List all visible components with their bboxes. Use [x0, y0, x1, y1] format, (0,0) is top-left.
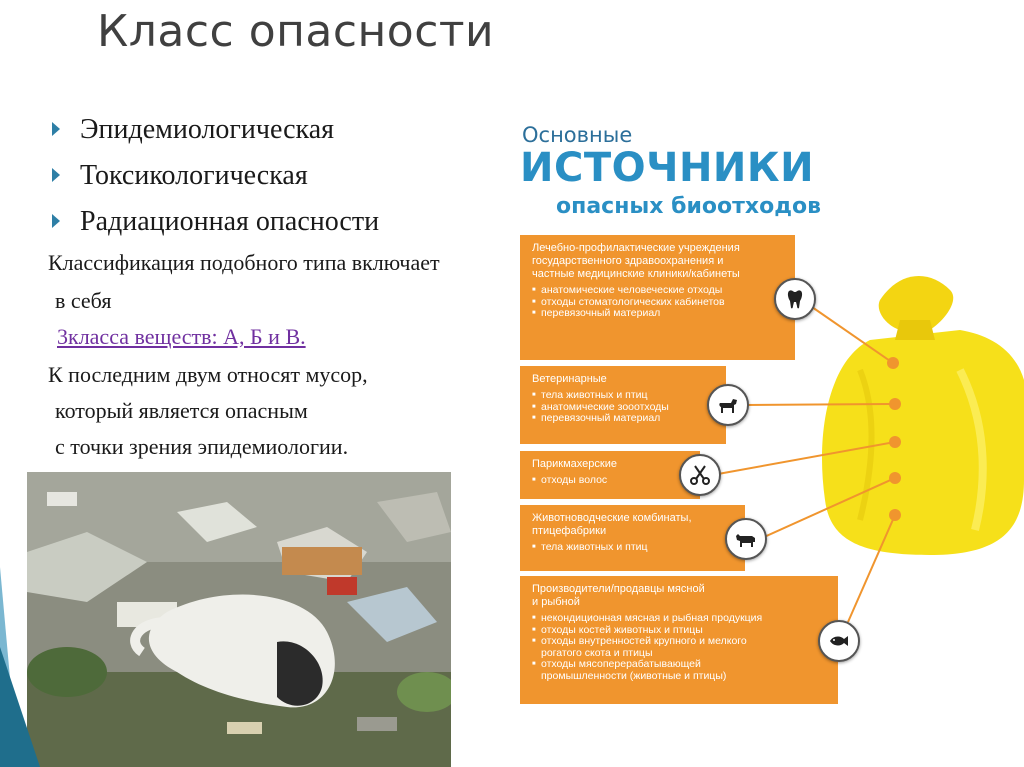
tooth-icon [774, 278, 816, 320]
scissors-icon [679, 454, 721, 496]
source-box-items [520, 475, 700, 487]
infographic-heading-sub: опасных биоотходов [556, 194, 822, 219]
source-box [520, 451, 700, 499]
bullet-item: Токсикологическая [48, 156, 379, 202]
paragraph-line: который является опасным [55, 398, 308, 423]
paragraph-line: К последним двум относят мусор, [48, 362, 368, 387]
list-item: ■ некондиционная мясная и рыбная продукция [532, 613, 782, 625]
list-item: ■ отходы волос [532, 475, 700, 487]
list-item: ■ перевязочный материал [532, 413, 726, 425]
list-item: ■ перевязочный материал [532, 308, 795, 320]
list-item: ■ отходы стоматологических кабинетов [532, 297, 795, 309]
source-box [520, 576, 838, 704]
bullet-item: Радиационная опасности [48, 202, 379, 248]
list-item: ■ тела животных и птиц [532, 390, 726, 402]
source-box-title: Лечебно-профилактические учреждения государственного здравоохранения и частные медицинские клиники/кабинеты [532, 242, 740, 280]
paragraph-line: Классификация подобного типа включает [48, 250, 440, 275]
slide-title: Класс опасности [97, 6, 495, 57]
fish-icon [818, 620, 860, 662]
dog-icon [707, 384, 749, 426]
cow-icon [725, 518, 767, 560]
source-box [520, 366, 726, 444]
source-box-title: Производители/продавцы мясной и рыбной [532, 583, 705, 608]
infographic-heading-big: ИСТОЧНИКИ [520, 145, 815, 191]
source-box-items [520, 285, 795, 320]
bullet-item: Эпидемиологическая [48, 110, 379, 156]
source-box [520, 505, 745, 571]
source-box [520, 235, 795, 360]
source-box-items [520, 542, 745, 554]
list-item: ■ анатомические зооотходы [532, 402, 726, 414]
list-item: ■ отходы костей животных и птицы [532, 625, 782, 637]
paragraph-line: в себя [55, 288, 112, 313]
list-item: ■ анатомические человеческие отходы [532, 285, 795, 297]
infographic-heading-small: Основные [522, 123, 633, 147]
source-box-title: Животноводческие комбинаты, птицефабрики [532, 512, 692, 537]
source-box-items [520, 613, 782, 682]
list-item: ■ отходы мясоперерабатывающей промышленности (животные и птицы) [532, 659, 782, 682]
list-item: ■ тела животных и птиц [532, 542, 745, 554]
source-box-items [520, 390, 726, 425]
classes-link[interactable]: 3класса веществ: А, Б и В. [57, 324, 306, 349]
paragraph-line: с точки зрения эпидемиологии. [55, 434, 349, 459]
source-box-title: Ветеринарные [532, 373, 607, 385]
list-item: ■ отходы внутренностей крупного и мелкого рогатого скота и птицы [532, 636, 782, 659]
source-box-title: Парикмахерские [532, 458, 617, 470]
